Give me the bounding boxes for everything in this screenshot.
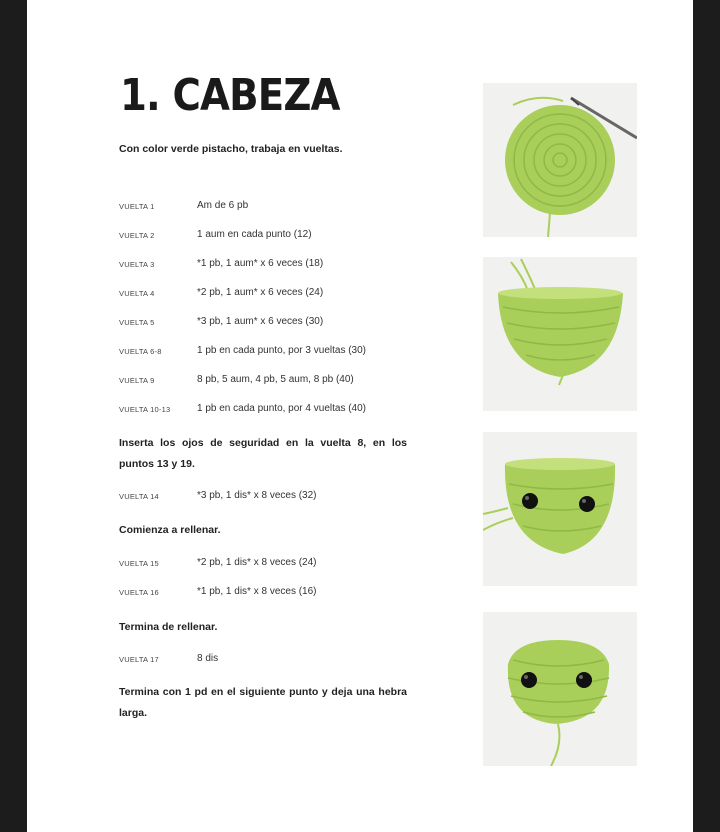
round-label: VUELTA 10-13 bbox=[119, 405, 171, 414]
round-label: VUELTA 4 bbox=[119, 289, 155, 298]
round-label: VUELTA 5 bbox=[119, 318, 155, 327]
round-instruction: *1 pb, 1 dis* x 8 veces (16) bbox=[197, 586, 317, 597]
round-label: VUELTA 1 bbox=[119, 202, 155, 211]
note-finish: Termina con 1 pd en el siguiente punto y deja una hebra larga. bbox=[119, 686, 407, 719]
round-label: VUELTA 3 bbox=[119, 260, 155, 269]
photo-bowl-shape bbox=[483, 257, 637, 411]
page-title: 1. CABEZA bbox=[120, 70, 340, 121]
round-instruction: 8 pb, 5 aum, 4 pb, 5 aum, 8 pb (40) bbox=[197, 374, 354, 385]
photo-head-with-eyes bbox=[483, 432, 637, 586]
document-page bbox=[27, 0, 693, 832]
photo-flat-circle bbox=[483, 83, 637, 237]
note-end-fill: Termina de rellenar. bbox=[119, 621, 218, 633]
note-start-fill: Comienza a rellenar. bbox=[119, 524, 221, 536]
round-instruction: 1 pb en cada punto, por 3 vueltas (30) bbox=[197, 345, 367, 356]
round-instruction: *1 pb, 1 aum* x 6 veces (18) bbox=[197, 258, 324, 269]
note-eyes: Inserta los ojos de seguridad en la vuelta 8, en los puntos 13 y 19. bbox=[119, 437, 407, 470]
round-label: VUELTA 2 bbox=[119, 231, 155, 240]
intro-text: Con color verde pistacho, trabaja en vueltas. bbox=[119, 143, 343, 155]
round-instruction: 8 dis bbox=[197, 653, 219, 664]
round-instruction: 1 pb en cada punto, por 4 vueltas (40) bbox=[197, 403, 367, 414]
round-label: VUELTA 17 bbox=[119, 655, 159, 664]
round-label: VUELTA 16 bbox=[119, 588, 159, 597]
round-label: VUELTA 14 bbox=[119, 492, 159, 501]
round-instruction: 1 aum en cada punto (12) bbox=[197, 229, 312, 240]
round-instruction: Am de 6 pb bbox=[197, 200, 249, 211]
round-instruction: *3 pb, 1 dis* x 8 veces (32) bbox=[197, 490, 317, 501]
round-label: VUELTA 6-8 bbox=[119, 347, 162, 356]
round-label: VUELTA 9 bbox=[119, 376, 155, 385]
photo-closed-head bbox=[483, 612, 637, 766]
round-instruction: *2 pb, 1 dis* x 8 veces (24) bbox=[197, 557, 317, 568]
round-instruction: *3 pb, 1 aum* x 6 veces (30) bbox=[197, 316, 324, 327]
round-instruction: *2 pb, 1 aum* x 6 veces (24) bbox=[197, 287, 324, 298]
round-label: VUELTA 15 bbox=[119, 559, 159, 568]
